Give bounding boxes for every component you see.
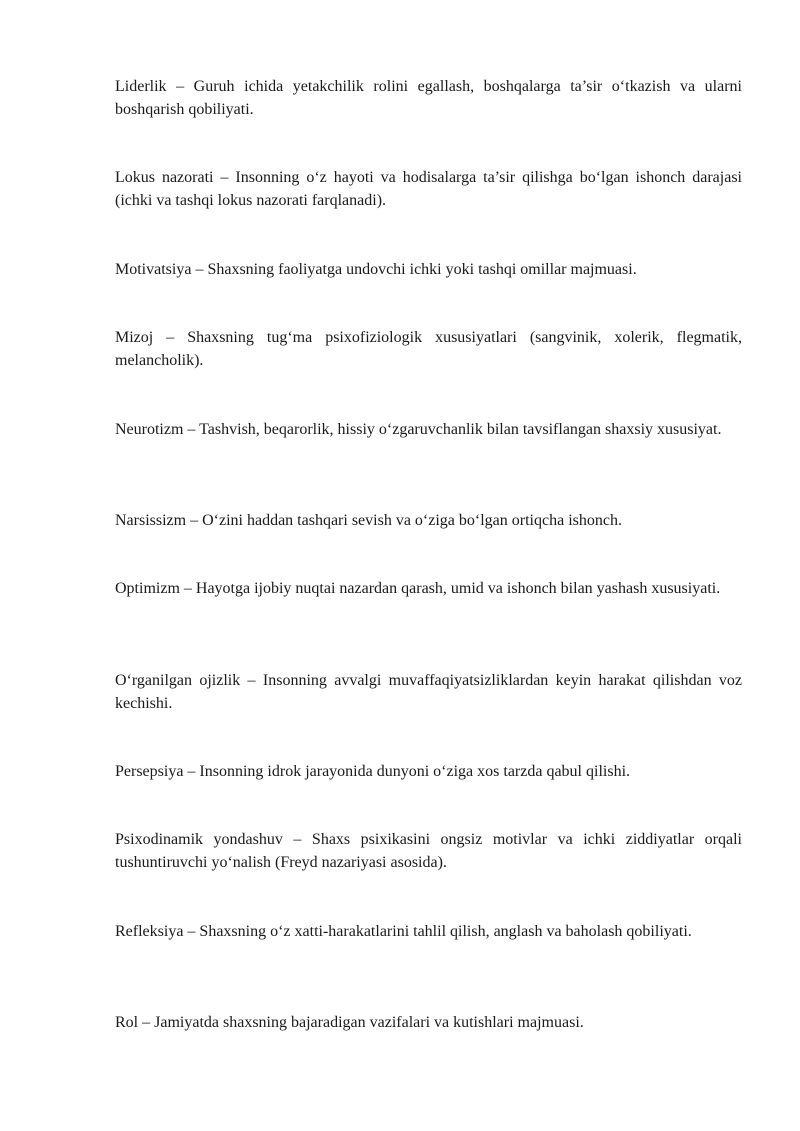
glossary-entry-rol: Rol – Jamiyatda shaxsning bajaradigan vazifalari va kutishlari majmuasi.: [115, 1014, 584, 1031]
glossary-entry-refleksiya: Refleksiya – Shaxsning o‘z xatti-harakatlarini tahlil qilish, anglash va baholash qobiliyati.: [115, 923, 692, 940]
glossary-entry-mizoj: Mizoj – Shaxsning tug‘ma psixofiziologik xususiyatlari (sangvinik, xolerik, flegmatik, melancholik).: [115, 329, 742, 369]
glossary-entry-optimizm: Optimizm – Hayotga ijobiy nuqtai nazardan qarash, umid va ishonch bilan yashash xususiyati.: [115, 580, 721, 597]
glossary-entry-persepsiya: Persepsiya – Insonning idrok jarayonida dunyoni o‘ziga xos tarzda qabul qilishi.: [115, 763, 631, 780]
glossary-entry-narsissizm: Narsissizm – O‘zini haddan tashqari sevish va o‘ziga bo‘lgan ortiqcha ishonch.: [115, 512, 622, 529]
glossary-entry-liderlik: Liderlik – Guruh ichida yetakchilik rolini egallash, boshqalarga ta’sir o‘tkazish va ularni boshqarish qobiliyati.: [115, 78, 742, 118]
glossary-entry-psixodinamik-yondashuv: Psixodinamik yondashuv – Shaxs psixikasini ongsiz motivlar va ichki ziddiyatlar orqali tushuntiruvchi yo‘nalish (Freyd nazariyasi asosida).: [115, 831, 742, 871]
glossary-entry-neurotizm: Neurotizm – Tashvish, beqarorlik, hissiy o‘zgaruvchanlik bilan tavsiflangan shaxsiy xususiyat.: [115, 421, 722, 438]
glossary-entry-lokus-nazorati: Lokus nazorati – Insonning o‘z hayoti va hodisalarga ta’sir qilishga bo‘lgan ishonch darajasi (ichki va tashqi lokus nazorati farqlanadi).: [115, 169, 742, 209]
glossary-entry-organilgan-ojizlik: O‘rganilgan ojizlik – Insonning avvalgi muvaffaqiyatsizliklardan keyin harakat qilishdan voz kechishi.: [115, 672, 742, 712]
glossary-entry-motivatsiya: Motivatsiya – Shaxsning faoliyatga undovchi ichki yoki tashqi omillar majmuasi.: [115, 261, 637, 278]
